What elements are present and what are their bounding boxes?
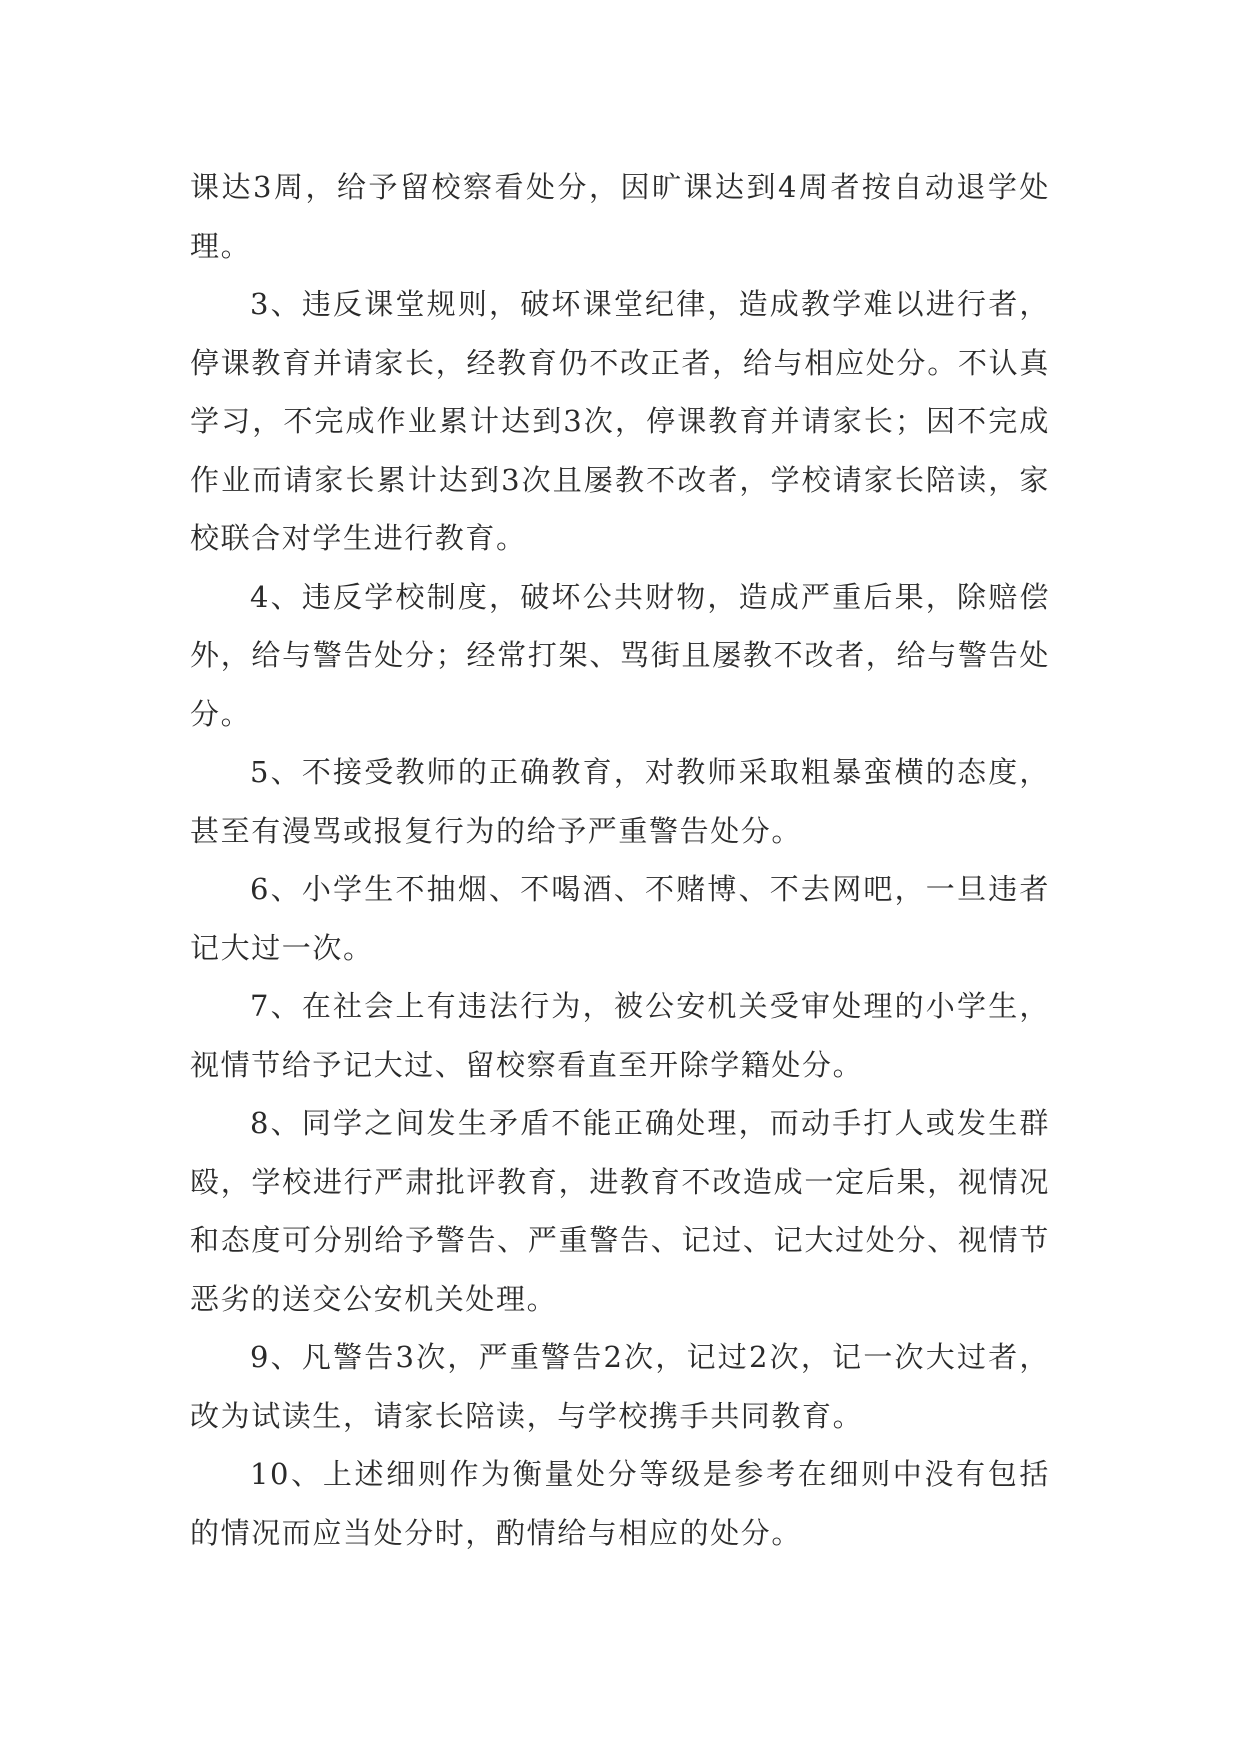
paragraph-rule-8: 8、同学之间发生矛盾不能正确处理，而动手打人或发生群殴，学校进行严肃批评教育，进教育不改造成一定后果，视情况和态度可分别给予警告、严重警告、记过、记大过处分、视情节恶劣的送交公安机关处理。 [190,1106,1050,1316]
paragraph-rule-10: 10、上述细则作为衡量处分等级是参考在细则中没有包括的情况而应当处分时，酌情给与相应的处分。 [190,1457,1050,1550]
paragraph-rule-5: 5、不接受教师的正确教育，对教师采取粗暴蛮横的态度，甚至有漫骂或报复行为的给予严重警告处分。 [190,755,1050,848]
paragraph-rule-9: 9、凡警告3次，严重警告2次，记过2次，记一次大过者，改为试读生，请家长陪读，与学校携手共同教育。 [190,1340,1050,1433]
paragraph-rule-4: 4、违反学校制度，破坏公共财物，造成严重后果，除赔偿外，给与警告处分；经常打架、骂街且屡教不改者，给与警告处分。 [190,579,1050,731]
paragraph-rule-3: 3、违反课堂规则，破坏课堂纪律，造成教学难以进行者，停课教育并请家长，经教育仍不改正者，给与相应处分。不认真学习，不完成作业累计达到3次，停课教育并请家长；因不完成作业而请家长累计达到3次且屡教不改者，学校请家长陪读，家校联合对学生进行教育。 [190,287,1050,555]
document-body [190,158,1050,1562]
paragraph-continuation: 课达3周，给予留校察看处分，因旷课达到4周者按自动退学处理。 [190,170,1050,263]
paragraph-rule-6: 6、小学生不抽烟、不喝酒、不赌博、不去网吧，一旦违者记大过一次。 [190,872,1050,965]
paragraph-rule-7: 7、在社会上有违法行为，被公安机关受审处理的小学生，视情节给予记大过、留校察看直至开除学籍处分。 [190,989,1050,1082]
